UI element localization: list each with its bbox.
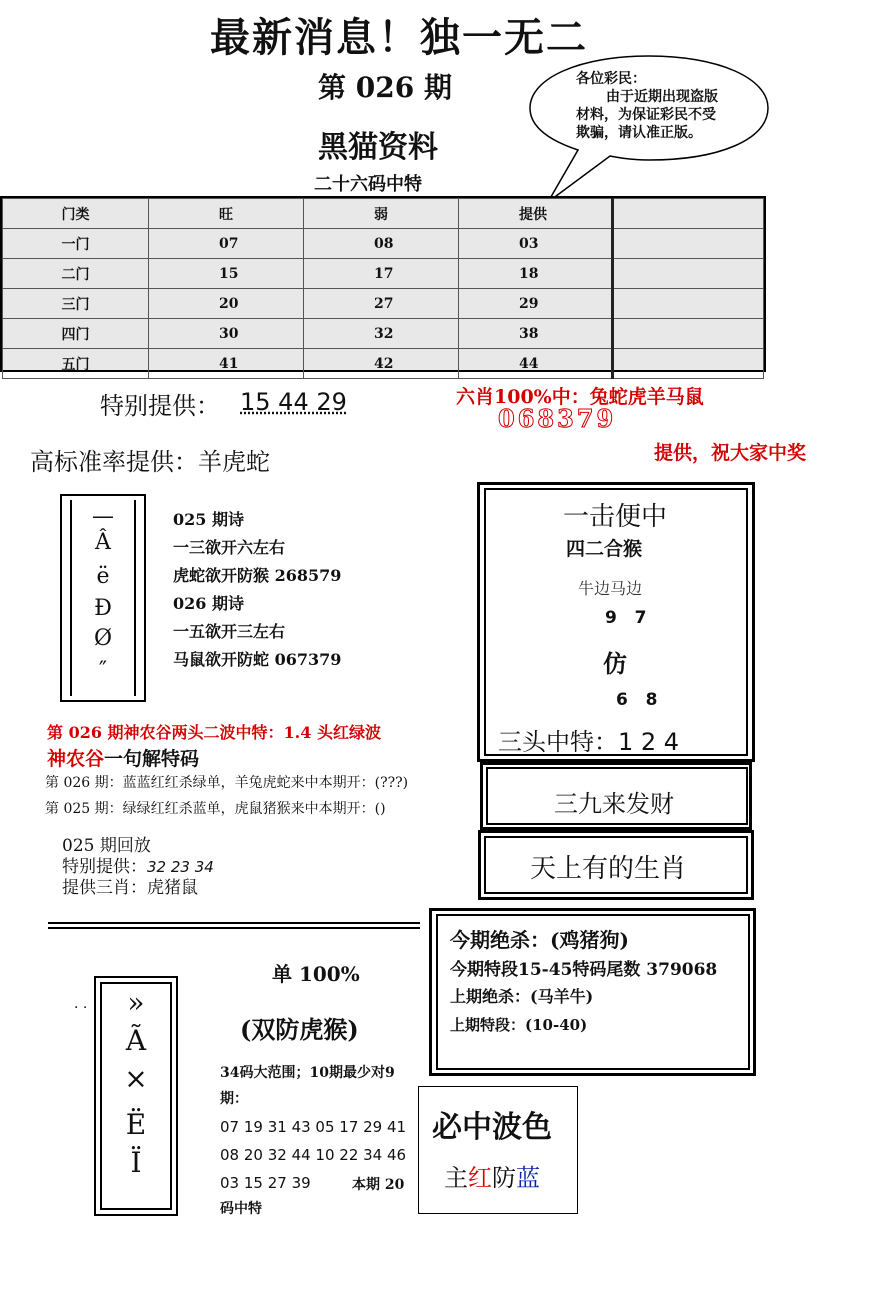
table-header-cell bbox=[613, 199, 764, 229]
special-label: 特别提供： bbox=[100, 392, 220, 420]
six-zodiac-line: 六肖100%中：兔蛇虎羊马鼠 bbox=[456, 386, 704, 408]
table-header-cell: 提供 bbox=[459, 199, 613, 229]
issue-number: 第 026 期 bbox=[318, 71, 452, 104]
wave-main: 主 bbox=[444, 1164, 468, 1192]
high-standard: 高标准率提供：羊虎蛇 bbox=[30, 448, 270, 476]
fortune-text: 三九来发财 bbox=[554, 790, 674, 818]
review-three-values: 虎猪鼠 bbox=[147, 878, 198, 898]
table-cell: 07 bbox=[149, 229, 304, 259]
table-cell: 42 bbox=[304, 349, 459, 379]
bubble-text bbox=[576, 70, 726, 150]
scroll-glyph: Ð bbox=[94, 596, 112, 621]
table-row bbox=[3, 229, 764, 259]
special-values: 15 44 29 bbox=[240, 388, 347, 416]
poem-line: 026 期诗 bbox=[173, 594, 244, 613]
table-row bbox=[3, 259, 764, 289]
wave-title: 必中波色 bbox=[432, 1110, 552, 1145]
table-cell bbox=[613, 319, 764, 349]
table-cell: 30 bbox=[149, 319, 304, 349]
poem-line: 虎蛇欲开防猴 268579 bbox=[173, 566, 342, 585]
table-caption: 二十六码中特 bbox=[314, 174, 422, 195]
table-header-cell: 旺 bbox=[149, 199, 304, 229]
review-special bbox=[62, 857, 214, 878]
table-row bbox=[3, 319, 764, 349]
table-cell: 四门 bbox=[3, 319, 149, 349]
bottom-glyph: Ë bbox=[125, 1108, 147, 1141]
scroll-glyph: ë bbox=[96, 564, 110, 589]
range-numbers: 08 20 32 44 10 22 34 46 bbox=[220, 1146, 407, 1164]
shennong-brand-suffix: 一句解特码 bbox=[104, 748, 200, 770]
sky-text: 天上有的生肖 bbox=[530, 854, 687, 884]
shennong-brand: 神农谷 bbox=[47, 748, 105, 770]
table-cell bbox=[613, 289, 764, 319]
review-block bbox=[62, 836, 214, 899]
table-cell: 一门 bbox=[3, 229, 149, 259]
hit-box-subtitle: 四二合猴 bbox=[566, 538, 643, 560]
wave-guard: 防 bbox=[492, 1164, 516, 1192]
shennong-brand-line bbox=[47, 744, 199, 771]
kill-line: 上期绝杀：(马羊牛) bbox=[450, 987, 594, 1006]
table-cell: 20 bbox=[149, 289, 304, 319]
table-row bbox=[3, 289, 764, 319]
table-header-cell: 门类 bbox=[3, 199, 149, 229]
table-cell: 29 bbox=[459, 289, 613, 319]
table-row bbox=[3, 349, 764, 379]
page-title: 最新消息！独一无二 bbox=[210, 14, 588, 61]
divider bbox=[48, 927, 420, 929]
scroll-glyph: Ø bbox=[93, 626, 113, 651]
table-cell bbox=[613, 349, 764, 379]
hit-box-hint: 牛边马边 bbox=[578, 579, 643, 598]
three-heads: 三头中特：1 2 4 bbox=[498, 728, 680, 756]
decor-dots: . . bbox=[74, 996, 88, 1012]
table-cell: 44 bbox=[459, 349, 613, 379]
bottom-glyph: » bbox=[127, 986, 145, 1019]
poem-block bbox=[173, 506, 341, 674]
hit-box-numbers-b: 6 8 bbox=[616, 690, 658, 710]
range-numbers: 07 19 31 43 05 17 29 41 bbox=[220, 1118, 407, 1136]
wave-red: 红 bbox=[468, 1164, 492, 1192]
review-title: 025 期回放 bbox=[62, 836, 151, 856]
table-cell: 27 bbox=[304, 289, 459, 319]
table-cell: 18 bbox=[459, 259, 613, 289]
range-tail: 码中特 bbox=[220, 1201, 262, 1217]
table-cell: 41 bbox=[149, 349, 304, 379]
poem-line: 025 期诗 bbox=[173, 510, 244, 529]
bottom-glyph: Ã bbox=[125, 1024, 147, 1057]
table-cell: 08 bbox=[304, 229, 459, 259]
table-cell: 17 bbox=[304, 259, 459, 289]
hit-box-fang: 仿 bbox=[603, 649, 627, 678]
table-cell: 38 bbox=[459, 319, 613, 349]
table-cell: 三门 bbox=[3, 289, 149, 319]
shennong-line: 第 025 期：绿绿红红杀蓝单，虎鼠猪猴来中本期开：() bbox=[45, 801, 386, 817]
wave-blue: 蓝 bbox=[516, 1164, 540, 1192]
scroll-glyph: — bbox=[92, 504, 114, 529]
poem-line: 一五欲开三左右 bbox=[173, 622, 286, 641]
review-special-values: 32 23 34 bbox=[147, 858, 214, 876]
divider bbox=[48, 922, 420, 924]
number-table bbox=[0, 196, 766, 372]
review-special-label: 特别提供： bbox=[62, 857, 147, 877]
hit-box-title: 一击便中 bbox=[563, 502, 668, 532]
table-header-cell: 弱 bbox=[304, 199, 459, 229]
bottom-glyph: Ï bbox=[130, 1146, 142, 1179]
six-zodiac-numbers: 068379 bbox=[498, 404, 617, 433]
scroll-glyph: Â bbox=[95, 530, 111, 555]
table-cell: 15 bbox=[149, 259, 304, 289]
bubble-body: 由于近期出现盗版材料，为保证彩民不受欺骗，请认准正版。 bbox=[576, 89, 718, 141]
kill-line: 今期特段15-45特码尾数 379068 bbox=[450, 960, 718, 980]
shennong-line: 第 026 期：蓝蓝红红杀绿单，羊兔虎蛇来中本期开：(???) bbox=[45, 775, 409, 791]
kill-line: 今期绝杀：(鸡猪狗) bbox=[450, 928, 629, 952]
table-cell bbox=[613, 229, 764, 259]
poem-line: 马鼠欲开防蛇 067379 bbox=[173, 650, 342, 669]
range-text: 34码大范围；10期最少对9期： bbox=[220, 1065, 395, 1107]
subtitle: 黑猫资料 bbox=[318, 130, 438, 165]
wave-line bbox=[444, 1158, 540, 1193]
bottom-glyph: × bbox=[124, 1062, 148, 1095]
poem-line: 一三欲开六左右 bbox=[173, 538, 286, 557]
table-cell: 03 bbox=[459, 229, 613, 259]
range-tail: 本期 20 bbox=[352, 1177, 405, 1193]
six-zodiac-wish: 提供，祝大家中奖 bbox=[654, 442, 807, 464]
table-cell: 二门 bbox=[3, 259, 149, 289]
bubble-greeting: 各位彩民： bbox=[576, 71, 646, 87]
scroll-glyph: ″ bbox=[98, 658, 108, 683]
table-header-row bbox=[3, 199, 764, 229]
kill-line: 上期特段：(10-40) bbox=[450, 1016, 588, 1034]
review-three-label: 提供三肖： bbox=[62, 878, 147, 898]
table-cell: 五门 bbox=[3, 349, 149, 379]
table-cell bbox=[613, 259, 764, 289]
range-numbers: 03 15 27 39 bbox=[220, 1174, 311, 1192]
shennong-headline: 第 026 期神农谷两头二波中特：1.4 头红绿波 bbox=[47, 723, 381, 742]
single-label: 单 100% bbox=[272, 962, 360, 986]
hit-box-numbers-a: 9 7 bbox=[605, 608, 647, 628]
table-cell: 32 bbox=[304, 319, 459, 349]
review-three bbox=[62, 878, 214, 899]
single-guard: (双防虎猴) bbox=[240, 1015, 359, 1044]
